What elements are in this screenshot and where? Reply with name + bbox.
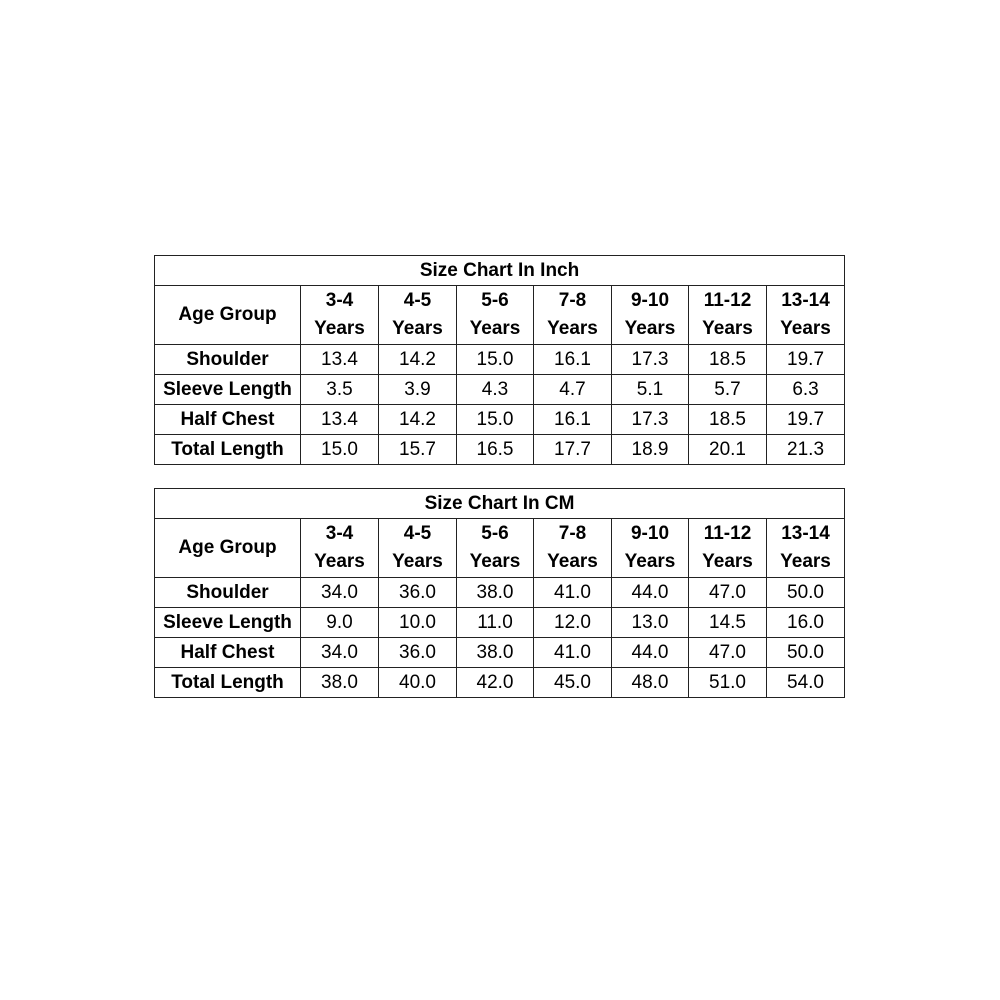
table-row xyxy=(155,608,845,638)
table-cell: 20.1 xyxy=(689,435,767,465)
table-cell: 17.3 xyxy=(612,345,689,375)
table-cell: 16.0 xyxy=(767,608,845,638)
table-cell: 15.0 xyxy=(457,405,534,435)
age-group-column: 11-12 Years xyxy=(689,286,767,345)
table-row xyxy=(155,435,845,465)
table-cell: 18.9 xyxy=(612,435,689,465)
table-cell: 16.1 xyxy=(534,405,612,435)
table-cell: 15.7 xyxy=(379,435,457,465)
table-cell: 11.0 xyxy=(457,608,534,638)
row-label: Total Length xyxy=(155,668,301,698)
table-cell: 19.7 xyxy=(767,345,845,375)
table-row xyxy=(155,638,845,668)
table-cell: 14.2 xyxy=(379,345,457,375)
table-cell: 47.0 xyxy=(689,638,767,668)
table-cell: 5.1 xyxy=(612,375,689,405)
table-cell: 36.0 xyxy=(379,578,457,608)
table-cell: 3.5 xyxy=(301,375,379,405)
table-cell: 19.7 xyxy=(767,405,845,435)
table-cell: 14.2 xyxy=(379,405,457,435)
table-cell: 44.0 xyxy=(612,578,689,608)
table-cell: 13.0 xyxy=(612,608,689,638)
table-cell: 34.0 xyxy=(301,638,379,668)
row-label: Shoulder xyxy=(155,578,301,608)
row-label: Shoulder xyxy=(155,345,301,375)
age-group-column: 11-12 Years xyxy=(689,519,767,578)
table-cell: 42.0 xyxy=(457,668,534,698)
row-label: Sleeve Length xyxy=(155,608,301,638)
table-cell: 5.7 xyxy=(689,375,767,405)
table-cell: 54.0 xyxy=(767,668,845,698)
table-cell: 45.0 xyxy=(534,668,612,698)
table-cell: 15.0 xyxy=(301,435,379,465)
table-cell: 4.3 xyxy=(457,375,534,405)
age-group-column: 4-5 Years xyxy=(379,519,457,578)
table-cell: 10.0 xyxy=(379,608,457,638)
table-title: Size Chart In CM xyxy=(155,489,845,519)
table-cell: 13.4 xyxy=(301,405,379,435)
table-cell: 18.5 xyxy=(689,345,767,375)
table-cell: 16.5 xyxy=(457,435,534,465)
age-group-column: 5-6 Years xyxy=(457,286,534,345)
table-cell: 18.5 xyxy=(689,405,767,435)
table-cell: 17.3 xyxy=(612,405,689,435)
table-cell: 6.3 xyxy=(767,375,845,405)
age-group-column: 5-6 Years xyxy=(457,519,534,578)
table-cell: 16.1 xyxy=(534,345,612,375)
table-cell: 47.0 xyxy=(689,578,767,608)
age-group-column: 7-8 Years xyxy=(534,519,612,578)
age-group-column: 3-4 Years xyxy=(301,519,379,578)
table-cell: 51.0 xyxy=(689,668,767,698)
table-cell: 17.7 xyxy=(534,435,612,465)
row-label: Total Length xyxy=(155,435,301,465)
table-cell: 36.0 xyxy=(379,638,457,668)
table-cell: 13.4 xyxy=(301,345,379,375)
table-title: Size Chart In Inch xyxy=(155,256,845,286)
table-cell: 50.0 xyxy=(767,638,845,668)
table-cell: 48.0 xyxy=(612,668,689,698)
age-group-column: 4-5 Years xyxy=(379,286,457,345)
size-chart-cm-table xyxy=(154,488,845,698)
table-cell: 38.0 xyxy=(301,668,379,698)
row-label: Half Chest xyxy=(155,638,301,668)
table-row xyxy=(155,345,845,375)
age-group-column: 9-10 Years xyxy=(612,519,689,578)
age-group-column: 7-8 Years xyxy=(534,286,612,345)
row-label: Sleeve Length xyxy=(155,375,301,405)
table-cell: 38.0 xyxy=(457,578,534,608)
table-row xyxy=(155,375,845,405)
age-group-column: 3-4 Years xyxy=(301,286,379,345)
table-row xyxy=(155,405,845,435)
table-cell: 44.0 xyxy=(612,638,689,668)
table-cell: 15.0 xyxy=(457,345,534,375)
table-row xyxy=(155,578,845,608)
table-cell: 41.0 xyxy=(534,578,612,608)
table-cell: 34.0 xyxy=(301,578,379,608)
table-cell: 40.0 xyxy=(379,668,457,698)
table-cell: 41.0 xyxy=(534,638,612,668)
age-group-header: Age Group xyxy=(155,286,301,345)
table-cell: 12.0 xyxy=(534,608,612,638)
age-group-header: Age Group xyxy=(155,519,301,578)
age-group-column: 13-14 Years xyxy=(767,286,845,345)
table-cell: 50.0 xyxy=(767,578,845,608)
age-group-column: 9-10 Years xyxy=(612,286,689,345)
row-label: Half Chest xyxy=(155,405,301,435)
table-cell: 21.3 xyxy=(767,435,845,465)
table-cell: 4.7 xyxy=(534,375,612,405)
table-cell: 9.0 xyxy=(301,608,379,638)
table-cell: 38.0 xyxy=(457,638,534,668)
table-cell: 14.5 xyxy=(689,608,767,638)
age-group-column: 13-14 Years xyxy=(767,519,845,578)
table-cell: 3.9 xyxy=(379,375,457,405)
table-row xyxy=(155,668,845,698)
size-chart-inch-table xyxy=(154,255,845,465)
